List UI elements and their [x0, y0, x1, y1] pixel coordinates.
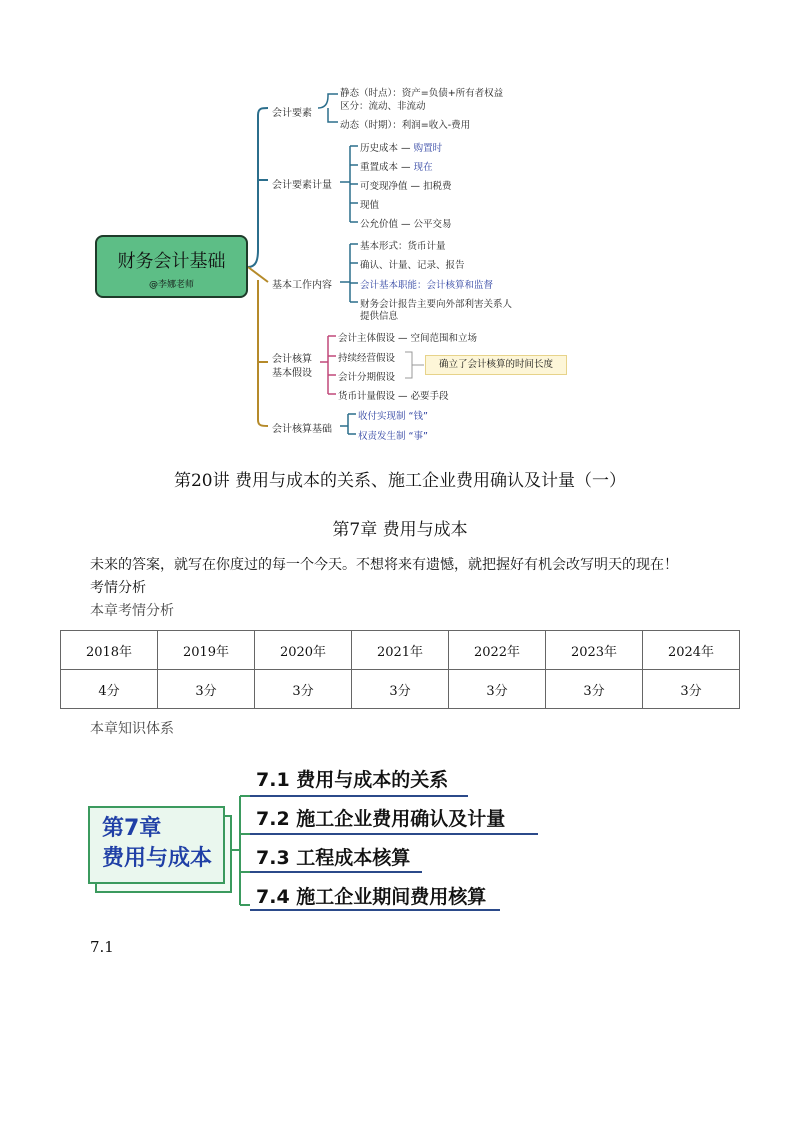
mindmap-category-assumptions-2: 基本假设	[272, 368, 312, 379]
mindmap-category-measurement: 会计要素计量	[272, 180, 332, 191]
toc-underline	[250, 833, 538, 835]
mindmap-note: 确立了会计核算的时间长度	[425, 355, 567, 375]
mindmap-category-work: 基本工作内容	[272, 280, 332, 291]
motto: 未来的答案，就写在你度过的每一个今天。不想将来有遗憾，就把握好有机会改写明天的现在！	[90, 557, 678, 573]
mindmap-node: 财务会计报告主要向外部利害关系人	[360, 299, 513, 310]
mindmap-category-elements: 会计要素	[272, 108, 312, 119]
table-cell-year: 2020年	[255, 631, 352, 670]
table-cell-year: 2022年	[449, 631, 546, 670]
table-cell-year: 2021年	[352, 631, 449, 670]
mindmap-node: 权责发生制 “事”	[358, 431, 428, 442]
mindmap-node: 公允价值 — 公平交易	[360, 219, 452, 230]
table-cell-year: 2023年	[546, 631, 643, 670]
table-cell-score: 3分	[352, 670, 449, 709]
mindmap-node: 区分：流动、非流动	[340, 101, 426, 112]
chapter-box-line1: 第7章	[102, 816, 162, 841]
mindmap-node: 持续经营假设	[338, 353, 396, 364]
chapter-box-line2: 费用与成本	[102, 846, 213, 871]
mindmap-node: 货币计量假设 — 必要手段	[338, 391, 449, 402]
mindmap-node: 动态（时期）：利润=收入-费用	[340, 120, 471, 131]
toc-item-7-3: 7.3 工程成本核算	[256, 847, 411, 869]
table-cell-year: 2018年	[61, 631, 158, 670]
mindmap-root-author: @李娜老师	[148, 280, 194, 290]
mindmap-root-title: 财务会计基础	[117, 251, 226, 272]
toc-item-7-2: 7.2 施工企业费用确认及计量	[256, 808, 506, 830]
table-cell-score: 4分	[61, 670, 158, 709]
toc-item-7-4: 7.4 施工企业期间费用核算	[256, 886, 487, 908]
mindmap-node: 会计主体假设 — 空间范围和立场	[338, 333, 478, 344]
table-cell-score: 3分	[255, 670, 352, 709]
mindmap-category-basis: 会计核算基础	[272, 424, 332, 435]
toc-underline	[250, 909, 500, 911]
toc-item-7-1: 7.1 费用与成本的关系	[256, 769, 449, 791]
mindmap-node: 基本形式：货币计量	[360, 241, 446, 252]
table-cell-score: 3分	[449, 670, 546, 709]
knowledge-system-label: 本章知识体系	[90, 721, 174, 737]
mindmap-node: 会计分期假设	[338, 372, 396, 383]
mindmap-node: 会计基本职能：会计核算和监督	[360, 280, 494, 291]
mindmap-node: 收付实现制 “钱”	[358, 411, 428, 422]
section-heading: 7.1	[90, 938, 114, 956]
chapter-title: 第7章 费用与成本	[332, 520, 468, 540]
table-cell-score: 3分	[643, 670, 740, 709]
table-cell-year: 2019年	[158, 631, 255, 670]
lecture-title: 第20讲 费用与成本的关系、施工企业费用确认及计量（一）	[173, 471, 627, 491]
mindmap-node: 重置成本 — 现在	[360, 162, 433, 173]
table-cell-score: 3分	[158, 670, 255, 709]
toc-underline	[250, 871, 422, 873]
mindmap-node: 确认、计量、记录、报告	[360, 260, 465, 271]
exam-analysis-sublabel: 本章考情分析	[90, 603, 174, 619]
exam-analysis-label: 考情分析	[90, 580, 146, 596]
mindmap-node: 可变现净值 — 扣税费	[360, 181, 452, 192]
mindmap-node: 现值	[360, 200, 380, 211]
table-cell-score: 3分	[546, 670, 643, 709]
mindmap-category-assumptions: 会计核算	[272, 354, 312, 365]
mindmap-node: 静态（时点）：资产=负债+所有者权益	[340, 88, 504, 99]
mindmap-node: 历史成本 — 购置时	[360, 143, 443, 154]
mindmap-node: 提供信息	[360, 311, 399, 322]
toc-underline	[250, 795, 468, 797]
table-cell-year: 2024年	[643, 631, 740, 670]
